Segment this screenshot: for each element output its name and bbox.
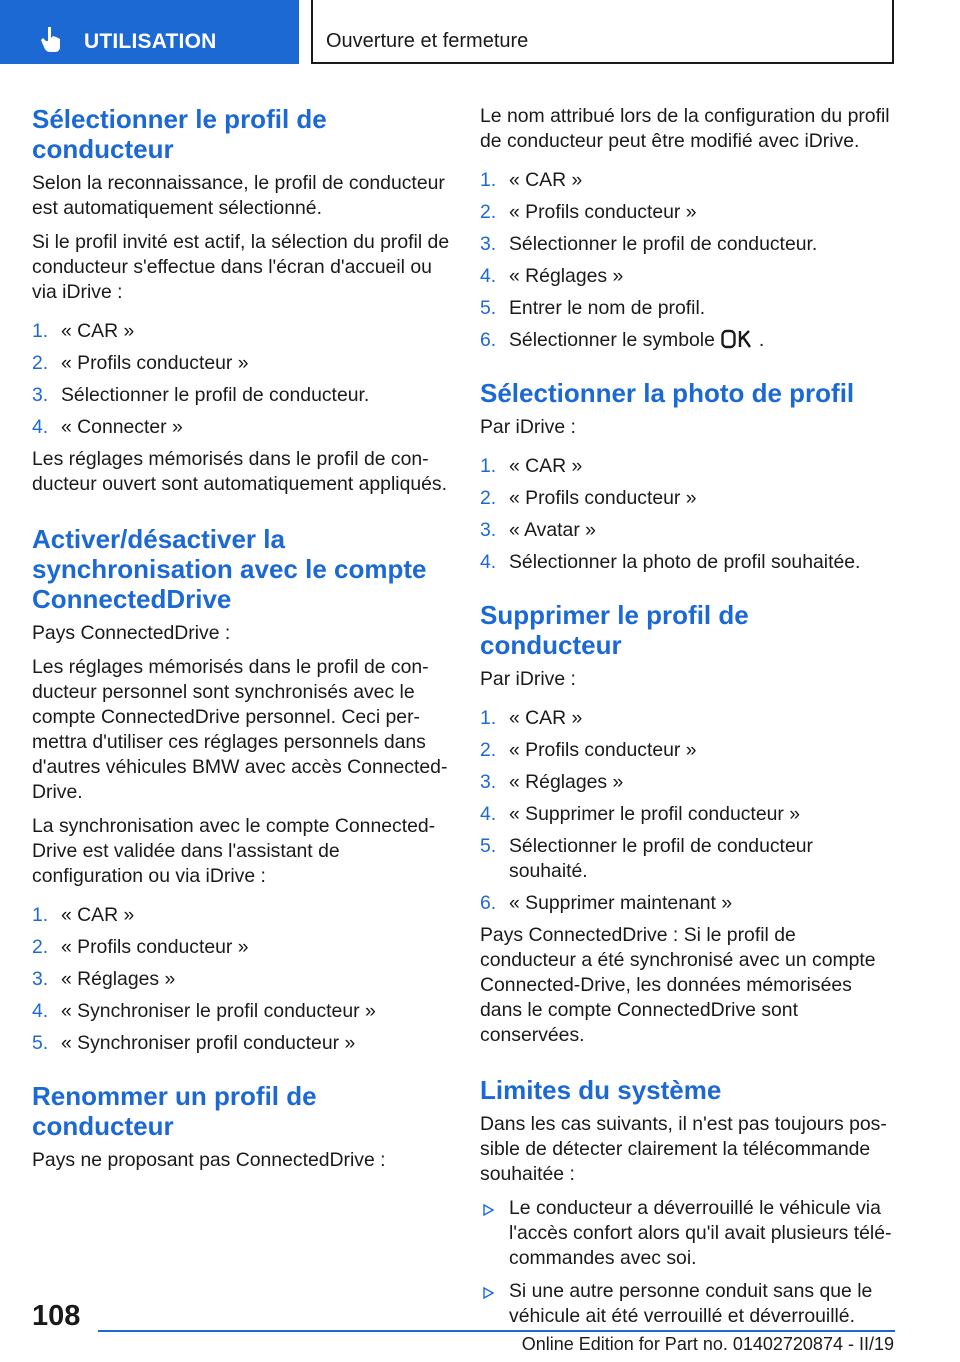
list-item: 5. « Synchroniser profil conducteur »	[32, 1032, 356, 1054]
list-item: 6. Sélectionner le symbole .	[480, 329, 765, 351]
paragraph: Pays ConnectedDrive : Si le profil de conducteur a été synchronisé avec un compte Connected‐Drive, les données mémorisées dans le compte ConnectedDrive sont conservées.	[480, 924, 876, 1046]
list-item: 4. Sélectionner la photo de profil souhaitée.	[480, 551, 861, 573]
heading-sync: Activer/désactiver la synchronisation avec le compte ConnectedDrive	[32, 524, 427, 614]
list-item: 3. « Réglages »	[480, 771, 624, 793]
limits-list	[480, 1196, 895, 1329]
steps-rename	[480, 168, 895, 353]
list-item: 5. Sélectionner le profil de conducteur souhaité.	[480, 835, 813, 882]
section-label: UTILISATION	[84, 30, 217, 53]
paragraph: Dans les cas suivants, il n'est pas toujours pos‐sible de détecter clairement la télécommande souhaitée :	[480, 1113, 887, 1185]
list-item: 3. Sélectionner le profil de conducteur.	[480, 233, 818, 255]
list-item: 4. « Supprimer le profil conducteur »	[480, 803, 801, 825]
footer-divider	[98, 1330, 895, 1332]
paragraph: Pays ConnectedDrive :	[32, 622, 231, 644]
list-item: Si une autre personne conduit sans que le véhicule ait été verrouillé et déverrouillé.	[480, 1279, 895, 1329]
list-item: 1. « CAR »	[480, 169, 583, 191]
right-column	[480, 104, 895, 1337]
list-item: 3. « Avatar »	[480, 519, 596, 541]
triangle-bullet-icon	[482, 1287, 494, 1299]
ok-symbol-icon	[721, 329, 755, 349]
triangle-bullet-icon	[482, 1204, 494, 1216]
list-item: 4. « Synchroniser le profil conducteur »	[32, 1000, 376, 1022]
paragraph: Les réglages mémorisés dans le profil de con‐ducteur personnel sont synchronisés avec le compte ConnectedDrive personnel. Ceci per‐mettra d'utiliser ces réglages personnels dans d'autres véhicules BMW avec accès Connected‐Drive.	[32, 656, 448, 803]
list-item: 4. « Connecter »	[32, 416, 183, 438]
paragraph: Si le profil invité est actif, la sélection du profil de conducteur s'effectue dans l'écran d'accueil ou via iDrive :	[32, 231, 450, 303]
heading-delete: Supprimer le profil de conducteur	[480, 600, 749, 660]
paragraph: Selon la reconnaissance, le profil de conducteur est automatiquement sélectionné.	[32, 172, 445, 219]
list-item: 2. « Profils conducteur »	[480, 201, 697, 223]
heading-photo: Sélectionner la photo de profil	[480, 378, 855, 408]
paragraph: Par iDrive :	[480, 416, 576, 438]
list-item: 1. « CAR »	[32, 904, 135, 926]
chapter-title: Ouverture et fermeture	[326, 30, 529, 52]
list-item: 2. « Profils conducteur »	[32, 352, 249, 374]
steps-photo	[480, 454, 895, 575]
heading-select-profile: Sélectionner le profil de conducteur	[32, 104, 327, 164]
steps-select-profile	[32, 319, 452, 440]
list-item: 3. « Réglages »	[32, 968, 176, 990]
paragraph: Pays ne proposant pas ConnectedDrive :	[32, 1149, 386, 1171]
heading-rename: Renommer un profil de conducteur	[32, 1081, 317, 1141]
paragraph: Les réglages mémorisés dans le profil de con‐ducteur ouvert sont automatiquement appliqués.	[32, 448, 448, 495]
steps-sync	[32, 903, 452, 1056]
list-item: 3. Sélectionner le profil de conducteur.	[32, 384, 370, 406]
list-item: 2. « Profils conducteur »	[480, 739, 697, 761]
left-column	[32, 104, 452, 1182]
hand-touch-icon	[38, 25, 66, 53]
steps-delete	[480, 706, 895, 916]
paragraph: Par iDrive :	[480, 668, 576, 690]
paragraph: Le nom attribué lors de la configuration du profil de conducteur peut être modifié avec iDrive.	[480, 105, 890, 152]
page-number: 108	[32, 1300, 81, 1332]
list-item: 4. « Réglages »	[480, 265, 624, 287]
list-item: 2. « Profils conducteur »	[32, 936, 249, 958]
list-item: 1. « CAR »	[480, 707, 583, 729]
list-item: 2. « Profils conducteur »	[480, 487, 697, 509]
footer-edition: Online Edition for Part no. 01402720874 - II/19	[521, 1334, 894, 1354]
heading-limits: Limites du système	[480, 1075, 722, 1105]
list-item: 5. Entrer le nom de profil.	[480, 297, 706, 319]
list-item: 1. « CAR »	[32, 320, 135, 342]
list-item: Le conducteur a déverrouillé le véhicule via l'accès confort alors qu'il avait plusieurs télé‐commandes avec soi.	[480, 1196, 895, 1271]
section-tab	[0, 0, 299, 64]
list-item: 6. « Supprimer maintenant »	[480, 892, 733, 914]
paragraph: La synchronisation avec le compte Connected‐Drive est validée dans l'assistant de configuration ou via iDrive :	[32, 815, 436, 887]
list-item: 1. « CAR »	[480, 455, 583, 477]
